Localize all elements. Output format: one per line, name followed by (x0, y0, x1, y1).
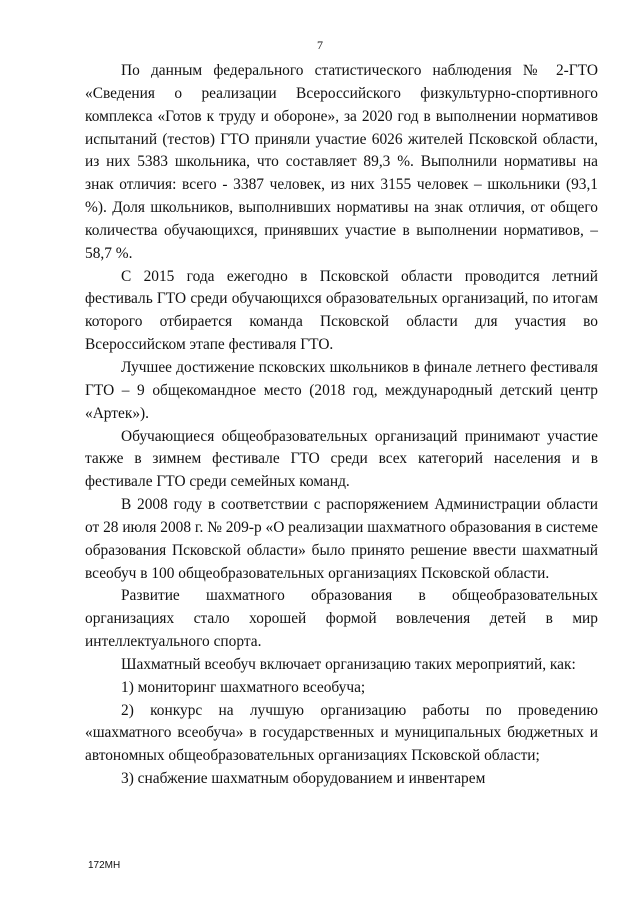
paragraph-chess-development: Развитие шахматного образования в общеобразовательных организациях стало хорошей формой вовлечения детей в мир интеллектуального спорта. (85, 587, 598, 651)
footer-code: 172МН (88, 860, 121, 871)
document-body (85, 60, 598, 791)
page-number: 7 (317, 38, 323, 52)
paragraph-best-achievement: Лучшее достижение псковских школьников в финале летнего фестиваля ГТО – 9 общекомандное место (2018 год, международный детский центр «Артек»). (85, 358, 598, 422)
paragraph-winter-festival: Обучающиеся общеобразовательных организаций принимают участие также в зимнем фестивале ГТО среди всех категорий населения и в фестивале ГТО среди семейных команд. (85, 427, 598, 491)
paragraph-summer-festival: С 2015 года ежегодно в Псковской области проводится летний фестиваль ГТО среди обучающихся образовательных организаций, по итогам которого отбирается команда Псковской области для участия во Всероссийском этапе фестиваля ГТО. (85, 267, 598, 354)
list-item-monitoring: 1) мониторинг шахматного всеобуча; (121, 678, 366, 696)
list-item-equipment: 3) снабжение шахматным оборудованием и инвентарем (121, 770, 486, 788)
paragraph-chess-activities-intro: Шахматный всеобуч включает организацию таких мероприятий, как: (121, 655, 576, 673)
list-item-contest: 2) конкурс на лучшую организацию работы по проведению «шахматного всеобуча» в государственных и муниципальных бюджетных и автономных общеобразовательных организациях Псковской области; (85, 701, 598, 765)
paragraph-chess-decree: В 2008 году в соответствии с распоряжением Администрации области от 28 июля 2008 г. № 209-р «О реализации шахматного образования в системе образования Псковской области» было принято решение ввести шахматный всеобуч в 100 общеобразовательных организациях Псковской области. (85, 496, 598, 582)
paragraph-gto-statistics: По данным федерального статистического наблюдения № 2-ГТО «Сведения о реализации Всероссийского физкультурно-спортивного комплекса «Готов к труду и обороне», за 2020 год в выполнении нормативов испытаний (тестов) ГТО приняли участие 6026 жителей Псковской области, из них 5383 школьника, что составляет 89,3 %. Выполнили нормативы на знак отличия: всего - 3387 человек, из них 3155 человек – школьники (93,1 %). Доля школьников, выполнивших нормативы на знак отличия, от общего количества обучающихся, принявших участие в выполнении нормативов, – 58,7 %. (85, 62, 598, 262)
